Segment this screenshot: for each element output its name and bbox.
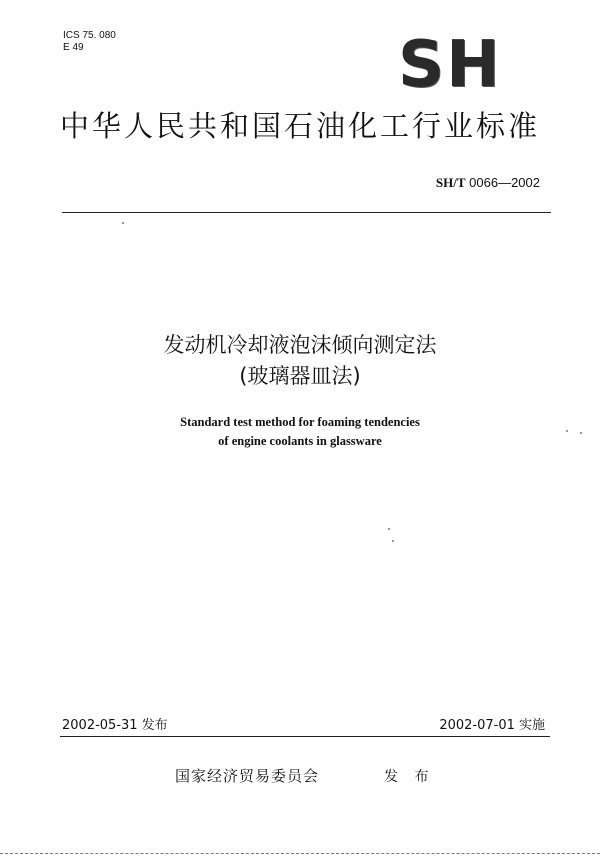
ccs-code: E 49 <box>63 42 84 53</box>
chinese-title-line1: 发动机冷却液泡沫倾向测定法 <box>163 333 437 357</box>
chinese-title <box>0 330 600 392</box>
issue-label: 发 布 <box>384 769 435 785</box>
scan-speck <box>388 528 390 530</box>
scan-speck <box>580 432 582 434</box>
ics-code: ICS 75. 080 <box>63 30 116 41</box>
issuing-authority: 国家经济贸易委员会 <box>175 767 320 785</box>
scan-speck <box>566 430 568 432</box>
english-title <box>0 413 600 451</box>
implementation-date: 2002-07-01 实施 <box>439 718 545 733</box>
scan-speck <box>122 222 124 224</box>
bottom-divider <box>60 736 550 737</box>
sh-logo: SH <box>398 28 502 102</box>
industry-standard-heading: 中华人民共和国石油化工行业标准 <box>59 109 540 143</box>
classification-codes <box>63 30 116 54</box>
standard-number-value: 0066—2002 <box>469 175 540 190</box>
scan-speck <box>392 540 394 542</box>
publish-date: 2002-05-31 发布 <box>62 718 168 733</box>
top-divider <box>62 212 551 213</box>
chinese-title-line2: (玻璃器皿法) <box>239 364 361 388</box>
english-title-line1: Standard test method for foaming tendencies <box>180 415 420 429</box>
english-title-line2: of engine coolants in glassware <box>218 434 382 448</box>
page-edge-line <box>0 853 600 854</box>
standard-number <box>436 175 540 191</box>
standard-number-prefix: SH/T <box>435 175 466 190</box>
